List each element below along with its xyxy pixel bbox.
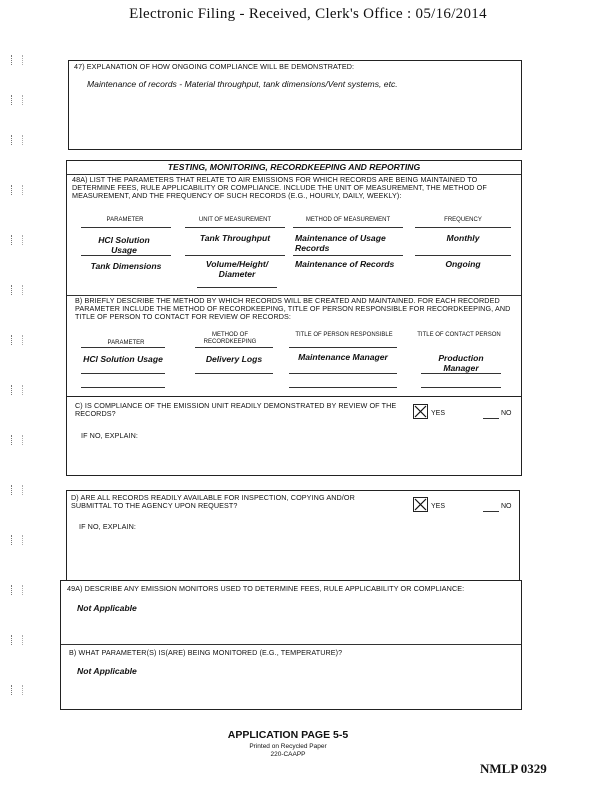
q48b-row1-method: Delivery Logs bbox=[205, 354, 263, 364]
q49a-answer: Not Applicable bbox=[77, 603, 137, 613]
q48d-box bbox=[66, 490, 520, 582]
q48b-col-parameter: PARAMETER bbox=[107, 340, 145, 346]
q48b-row1-contact: Production Manager bbox=[438, 353, 484, 373]
section-49-box bbox=[60, 580, 522, 710]
q48a-row2-frequency: Ongoing bbox=[445, 259, 481, 269]
q48a-row1-method: Maintenance of Usage Records bbox=[295, 233, 386, 253]
q48a-row1-unit: Tank Throughput bbox=[199, 233, 271, 243]
q48a-row2-parameter: Tank Dimensions bbox=[90, 261, 162, 271]
q48b-col-contact: TITLE OF CONTACT PERSON bbox=[417, 332, 501, 338]
q48a-row2-unit: Volume/Height/ Diameter bbox=[205, 259, 269, 279]
q48c-yes-label: YES bbox=[431, 410, 446, 417]
q48b-col-responsible: TITLE OF PERSON RESPONSIBLE bbox=[295, 332, 393, 338]
check-x-icon bbox=[414, 405, 427, 418]
q48d-yes-checkbox[interactable] bbox=[413, 497, 428, 512]
q48a-col-method: METHOD OF MEASUREMENT bbox=[305, 217, 391, 223]
q48a-col-frequency: FREQUENCY bbox=[444, 217, 482, 223]
q48d-yes-label: YES bbox=[431, 503, 446, 510]
q48b-label: B) BRIEFLY DESCRIBE THE METHOD BY WHICH RECORDS WILL BE CREATED AND MAINTAINED. FOR EACH RECORDED PARAMETER INCLUDE THE METHOD OF RECORDKEEPING, TITLE OF PERSON RESPONSIBLE FOR RECORDKEEPING, AND TITLE OF PERSON TO CONTACT FOR REVIEW OF RECORDS: bbox=[75, 296, 511, 321]
q48c-box bbox=[66, 396, 522, 476]
q48d-explain-label: IF NO, EXPLAIN: bbox=[79, 522, 137, 531]
section-47-box bbox=[68, 60, 522, 150]
q49b-label: B) WHAT PARAMETER(S) IS(ARE) BEING MONITORED (E.G., TEMPERATURE)? bbox=[69, 648, 343, 657]
q48a-row1-parameter: HCl Solution Usage bbox=[98, 235, 150, 255]
testing-title: TESTING, MONITORING, RECORDKEEPING AND REPORTING bbox=[167, 162, 421, 172]
form-code: 220-CAAPP bbox=[270, 751, 306, 758]
filing-header: Electronic Filing - Received, Clerk's Office : 05/16/2014 bbox=[129, 6, 487, 22]
q48d-label: D) ARE ALL RECORDS READILY AVAILABLE FOR INSPECTION, COPYING AND/OR SUBMITTAL TO THE AGENCY UPON REQUEST? bbox=[71, 493, 355, 510]
q48c-yes-checkbox[interactable] bbox=[413, 404, 428, 419]
q48a-col-unit: UNIT OF MEASUREMENT bbox=[198, 217, 272, 223]
q48b-col-method: METHOD OF RECORDKEEPING bbox=[203, 332, 257, 345]
q48a-row2-method: Maintenance of Records bbox=[295, 259, 395, 269]
q48c-label: C) IS COMPLIANCE OF THE EMISSION UNIT READILY DEMONSTRATED BY REVIEW OF THE RECORDS? bbox=[75, 401, 397, 418]
check-x-icon bbox=[414, 498, 427, 511]
q49b-answer: Not Applicable bbox=[77, 666, 137, 676]
margin-punch-marks bbox=[8, 55, 26, 715]
application-page-title: APPLICATION PAGE 5-5 bbox=[227, 729, 349, 741]
section-47-answer: Maintenance of records - Material throughput, tank dimensions/Vent systems, etc. bbox=[87, 79, 398, 89]
section-47-label: 47) EXPLANATION OF HOW ONGOING COMPLIANCE WILL BE DEMONSTRATED: bbox=[74, 62, 355, 71]
q48c-explain-label: IF NO, EXPLAIN: bbox=[81, 431, 139, 440]
q48c-no-label: NO bbox=[501, 410, 512, 417]
q48b-row1-responsible: Maintenance Manager bbox=[298, 352, 388, 362]
testing-section-box bbox=[66, 160, 522, 398]
q48a-col-parameter: PARAMETER bbox=[106, 217, 144, 223]
q48a-label: 48A) LIST THE PARAMETERS THAT RELATE TO AIR EMISSIONS FOR WHICH RECORDS ARE BEING MAINTAINED TO DETERMINE FEES, RULE APPLICABILITY OR COMPLIANCE. INCLUDE THE UNIT OF MEASUREMENT, THE METHOD OF MEASUREMENT, AND THE FREQUENCY OF SUCH RECORDS (E.G., HOURLY, DAILY, WEEKLY): bbox=[72, 175, 487, 200]
q48d-no-label: NO bbox=[501, 503, 512, 510]
q48b-row1-parameter: HCl Solution Usage bbox=[83, 354, 163, 364]
q48a-row1-frequency: Monthly bbox=[446, 233, 480, 243]
q49a-label: 49A) DESCRIBE ANY EMISSION MONITORS USED TO DETERMINE FEES, RULE APPLICABILITY OR COMPLIANCE: bbox=[67, 584, 465, 593]
printed-recycled-note: Printed on Recycled Paper bbox=[249, 743, 327, 750]
bates-stamp: NMLP 0329 bbox=[480, 761, 547, 776]
